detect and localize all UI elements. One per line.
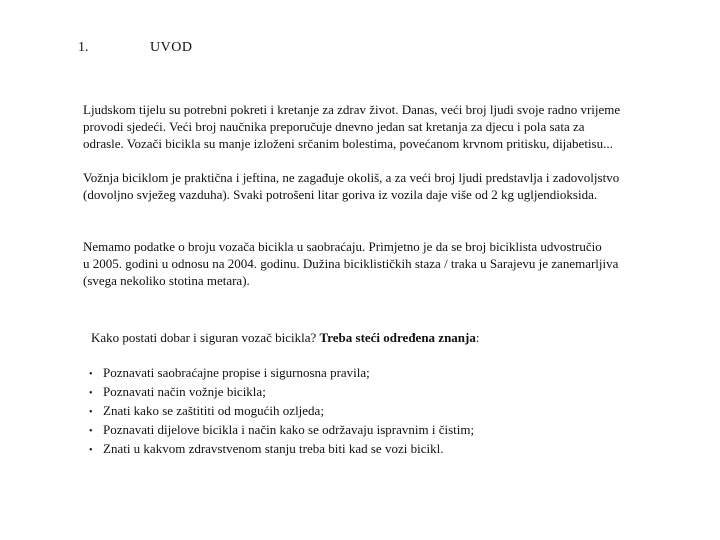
list-item-text: Znati kako se zaštititi od mogućih ozljeda; — [103, 403, 324, 418]
question-suffix: : — [475, 330, 480, 345]
list-item-text: Poznavati dijelove bicikla i način kako se održavaju ispravnim i čistim; — [103, 422, 475, 437]
paragraph-statistics — [83, 238, 618, 289]
paragraph-line: Ljudskom tijelu su potrebni pokreti i kretanje za zdrav život. Danas, veći broj ljudi svoje radno vrijeme — [83, 102, 621, 117]
bullet-dot-icon: • — [89, 407, 93, 418]
paragraph-line: provodi sjedeći. Veći broj naučnika preporučuje dnevno jedan sat kretanja za djecu i pola sata za — [83, 119, 585, 134]
paragraph-line: (dovoljno svježeg vazduha). Svaki potrošeni litar goriva iz vozila daje više od 2 kg ugljendioksida. — [83, 187, 598, 202]
list-item — [89, 402, 474, 421]
question-bold: Treba steći određena znanja — [319, 330, 476, 345]
bullet-dot-icon: • — [89, 445, 93, 456]
list-item — [89, 440, 474, 459]
question-line — [91, 330, 480, 346]
bullet-dot-icon: • — [89, 388, 93, 399]
list-item — [89, 383, 474, 402]
paragraph-line: u 2005. godini u odnosu na 2004. godinu. Dužina biciklističkih staza / traka u Sarajevu je zanemarljiva — [83, 256, 619, 271]
heading-number: 1. — [78, 40, 89, 55]
paragraph-line: (svega nekoliko stotina metara). — [83, 273, 250, 288]
skills-list — [89, 364, 474, 459]
heading-title: UVOD — [150, 40, 193, 55]
paragraph-line: Vožnja biciklom je praktična i jeftina, ne zagađuje okoliš, a za veći broj ljudi predstavlja i zadovoljstvo — [83, 170, 620, 185]
bullet-dot-icon: • — [89, 426, 93, 437]
list-item — [89, 364, 474, 383]
paragraph-intro — [83, 101, 620, 152]
list-item-text: Znati u kakvom zdravstvenom stanju treba biti kad se vozi bicikl. — [103, 441, 444, 456]
list-item — [89, 421, 474, 440]
paragraph-line: Nemamo podatke o broju vozača bicikla u saobraćaju. Primjetno je da se broj biciklista udvostručio — [83, 239, 602, 254]
paragraph-line: odrasle. Vozači bicikla su manje izloženi srčanim bolestima, povećanom krvnom pritisku, dijabetisu... — [83, 136, 613, 151]
list-item-text: Poznavati način vožnje bicikla; — [103, 384, 266, 399]
list-item-text: Poznavati saobraćajne propise i sigurnosna pravila; — [103, 365, 370, 380]
paragraph-cycling-benefits — [83, 169, 619, 203]
question-text: Kako postati dobar i siguran vozač bicikla? — [91, 330, 320, 345]
bullet-dot-icon: • — [89, 369, 93, 380]
